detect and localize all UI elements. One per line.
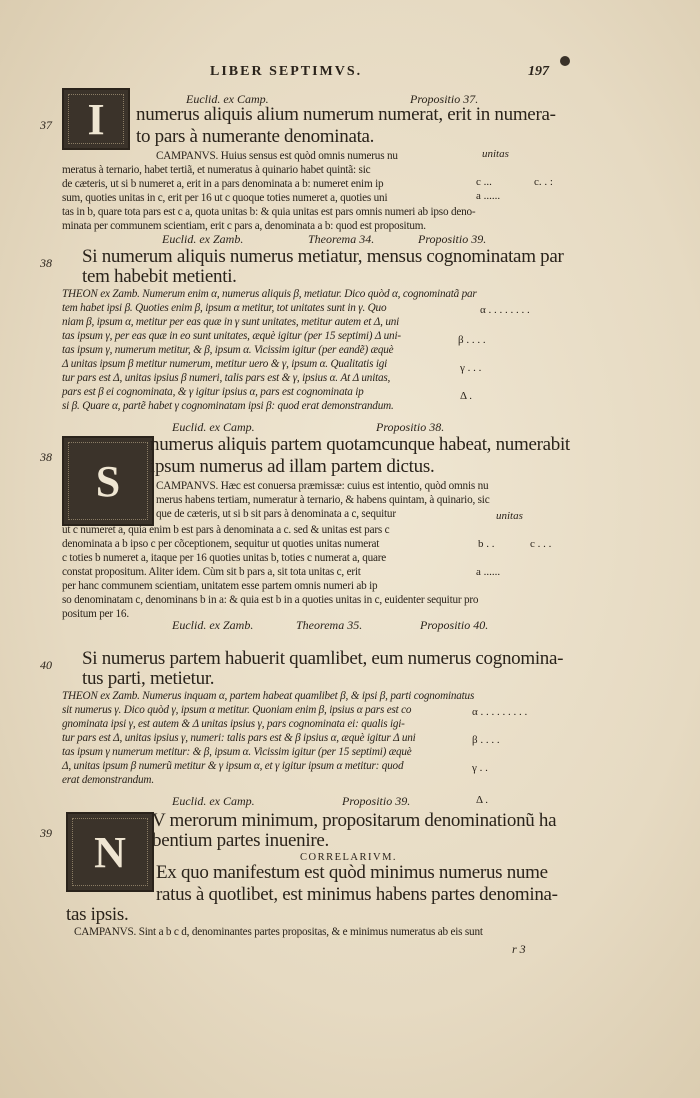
commentary-line: positum per 16. [62,608,129,620]
correlarium-line: ratus à quotlibet, est minimus habens partes denomina- [156,884,558,905]
commentary-line: so denominatam c, denominans b in a: & quia est b in a quoties unitas in c, euidenter sequitur pro [62,594,479,606]
running-title: LIBER SEPTIMVS. [210,64,363,79]
commentary-line: constat propositum. Aliter idem. Cùm sit b pars a, sit tota unitas c, erit [62,566,361,578]
commentary-line: CAMPANVS. Sint a b c d, denominantes partes propositas, & e minimus numeratus ab eis sunt [74,926,483,938]
correlarium-line: Ex quo manifestum est quòd minimus numerus nume [156,862,548,883]
diagram-line: Δ . [476,794,488,806]
commentary-line: meratus à ternario, habet tertiã, et numeratus à quinario habet quintã: sic [62,164,371,176]
proposition-label: Propositio 39. [342,794,411,808]
margin-number: 40 [40,658,52,672]
diagram-line: γ . . . [460,362,482,374]
diagram-label: unitas [496,510,523,522]
proposition-label: Propositio 40. [420,618,489,632]
diagram-line: c. . : [534,176,553,188]
diagram-line: c ... [476,176,492,188]
decorated-initial [66,812,154,892]
diagram-line: α . . . . . . . . . [472,706,528,718]
source-label: Euclid. ex Camp. [186,92,269,106]
commentary-line: ut c numeret a, quia enim b est pars à denominata a c. sed & unitas est pars c [62,524,390,536]
commentary-line: tas ipsum γ, numerum metitur, & β, ipsum α. Vicissim igitur (per eandẽ) æquè [62,344,394,356]
proposition-label: Propositio 39. [418,232,487,246]
enunciation-line: tus parti, metietur. [82,668,215,689]
diagram-line: β . . . . [472,734,500,746]
commentary-line: niam β, ipsum α, metitur per eas quæ in γ sunt unitates, metitur autem et Δ, uni [62,316,400,328]
enunciation-line: ipsum numerus ad illam partem dictus. [150,456,435,477]
commentary-line: THEON ex Zamb. Numerus inquam α, partem habeat quamlibet β, & ipsi β, parti cognominatus [62,690,475,702]
commentary-line: tur pars est Δ, unitas ipsius β numeri, talis pars est & γ, ipsius α. At Δ unitas, [62,372,391,384]
diagram-line: b . . [478,538,495,550]
theorem-label: Theorema 35. [296,618,363,632]
commentary-line: si β. Quare α, partẽ habet γ cognominatam ipsi β: quod erat demonstrandum. [62,400,394,412]
diagram-label: unitas [482,148,509,160]
proposition-label: Propositio 38. [376,420,445,434]
commentary-line: sit numerus γ. Dico quòd γ, ipsum α metitur. Quoniam enim β, ipsius α pars est co [62,704,412,716]
margin-number: 38 [40,256,52,270]
source-label: Euclid. ex Zamb. [162,232,244,246]
page-hole-mark [560,56,570,66]
commentary-line: THEON ex Zamb. Numerum enim α, numerus aliquis β, metiatur. Dico quòd α, cognominatã par [62,288,477,300]
theorem-label: Theorema 34. [308,232,375,246]
commentary-line: CAMPANVS. Hæc est conuersa præmissæ: cuius est intentio, quòd omnis nu [156,480,489,492]
enunciation-line: bentium partes inuenire. [152,830,329,851]
folio-number: 197 [528,64,549,79]
diagram-line: β . . . . [458,334,486,346]
enunciation-line: Si numerus partem habuerit quamlibet, eum numerus cognomina- [82,648,564,669]
commentary-line: merus habens tertiam, numeratur à ternario, & habens quintam, à quinario, sic [156,494,490,506]
enunciation-line: numerus aliquis partem quotamcunque habeat, numerabit [150,434,570,455]
margin-number: 39 [40,826,52,840]
commentary-line: pars est β ei cognominata, & γ igitur ipsius α, pars est cognominata ip [62,386,364,398]
diagram-line: c . . . [530,538,552,550]
commentary-line: tas in b, quare tota pars est c a, quota unitas b: & quia unitas est pars omnis numeri ab ipso deno- [62,206,476,218]
commentary-line: minata per communem scientiam, erit c pars a, denominata a b: quod est propositum. [62,220,426,232]
enunciation-line: tem habebit metienti. [82,266,237,287]
source-label: Euclid. ex Camp. [172,420,255,434]
signature-mark: r 3 [512,942,526,956]
commentary-line: que de cæteris, ut si b sit pars à denominata a c, sequitur [156,508,396,520]
diagram-line: Δ . [460,390,472,402]
diagram-line: a ...... [476,190,501,202]
commentary-line: Δ unitas ipsum β metitur numerum, metitur uero & γ, ipsum α. Qualitatis igi [62,358,388,370]
commentary-line: erat demonstrandum. [62,774,154,786]
correlarium-line: tas ipsis. [66,904,129,925]
margin-number: 37 [40,118,52,132]
commentary-line: tur pars est Δ, unitas ipsius γ, numeri: talis pars est & β ipsius α, æquè igitur Δ uni [62,732,416,744]
commentary-line: per hanc communem scientiam, unitatem esse partem omnis numeri ab ip [62,580,378,592]
commentary-line: tas ipsum γ numerum metitur: & β, ipsum α. Vicissim igitur (per 15 septimi) æquè [62,746,412,758]
commentary-line: Δ, unitas ipsum β numerũ metitur & γ ipsum α, et γ igitur ipsum α metitur: quod [62,760,404,772]
commentary-line: sum, quoties unitas in c, erit per 16 ut c quoque toties numeret a, quoties uni [62,192,388,204]
initial-letter: S [95,456,121,506]
commentary-line: de cæteris, ut si b numeret a, erit in a pars denominata a b: numeret enim ip [62,178,384,190]
source-label: Euclid. ex Camp. [172,794,255,808]
correlarium-heading: CORRELARIVM. [300,852,398,863]
source-label: Euclid. ex Zamb. [172,618,254,632]
diagram-line: γ . . [472,762,488,774]
enunciation-line: Si numerum aliquis numerus metiatur, mensus cognominatam par [82,246,564,267]
initial-letter: I [87,94,105,144]
initial-letter: N [94,827,126,877]
commentary-line: c toties b numeret a, itaque per 16 quoties unitas b, toties c numerat a, quare [62,552,387,564]
margin-number: 38 [40,450,52,464]
enunciation-line: to pars à numerante denominata. [136,126,375,147]
decorated-initial [62,436,154,526]
enunciation-line: V merorum minimum, propositarum denominationũ ha [152,810,557,831]
commentary-line: gnominata ipsi γ, est autem & Δ unitas ipsius γ, pars cognominata ei: qualis igi- [62,718,405,730]
commentary-line: denominata a b ipso c per cõceptionem, sequitur ut quoties unitas numerat [62,538,380,550]
enunciation-line: numerus aliquis alium numerum numerat, erit in numera- [136,104,556,125]
commentary-line: tas ipsum γ, per eas quæ in eo sunt unitates, æquè igitur (per 15 septimi) Δ uni- [62,330,401,342]
diagram-line: α . . . . . . . . [480,304,530,316]
commentary-line: CAMPANVS. Huius sensus est quòd omnis numerus nu [156,150,398,162]
commentary-line: tem habet ipsi β. Quoties enim β, ipsum α metitur, tot unitates sunt in γ. Quo [62,302,387,314]
diagram-line: a ...... [476,566,501,578]
decorated-initial [62,88,130,150]
proposition-label: Propositio 37. [410,92,479,106]
